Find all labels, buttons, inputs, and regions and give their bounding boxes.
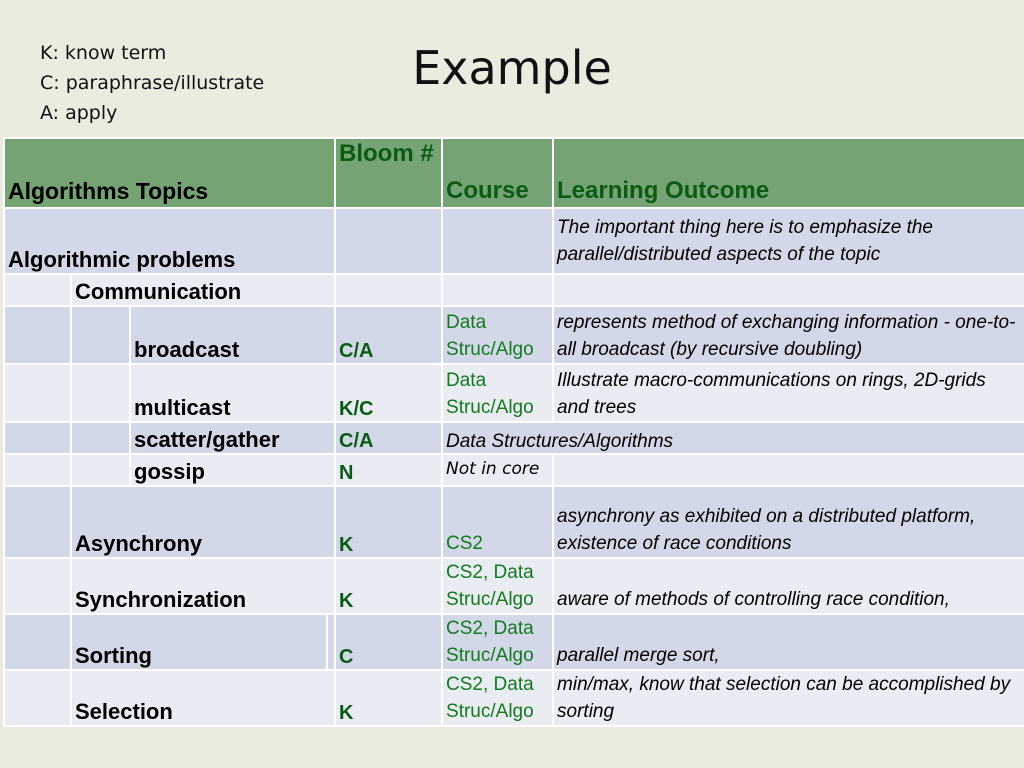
bloom-cell: K bbox=[335, 670, 442, 726]
bloom-cell bbox=[335, 274, 442, 306]
indent-cell bbox=[4, 364, 71, 422]
topic-cell: multicast bbox=[130, 364, 335, 422]
course-cell: CS2, Data Struc/Algo bbox=[442, 614, 553, 670]
indent-cell bbox=[71, 306, 130, 364]
outcome-cell bbox=[553, 274, 1024, 306]
indent-cell bbox=[4, 422, 71, 454]
topic-cell: Algorithmic problems bbox=[4, 208, 335, 274]
outcome-cell: represents method of exchanging information - one-to-all broadcast (by recursive doubling) bbox=[553, 306, 1024, 364]
course-cell: CS2, Data Struc/Algo bbox=[442, 670, 553, 726]
indent-cell bbox=[4, 614, 71, 670]
course-cell: CS2 bbox=[442, 486, 553, 558]
header-bloom: Bloom # bbox=[335, 138, 442, 208]
bloom-cell: N bbox=[335, 454, 442, 486]
table-row bbox=[4, 364, 1024, 422]
indent-cell bbox=[71, 364, 130, 422]
indent-cell bbox=[71, 454, 130, 486]
table-row bbox=[4, 306, 1024, 364]
topic-cell: Asynchrony bbox=[71, 486, 335, 558]
outcome-cell: min/max, know that selection can be accomplished by sorting bbox=[553, 670, 1024, 726]
header-outcome: Learning Outcome bbox=[553, 138, 1024, 208]
topics-table bbox=[3, 137, 1024, 727]
topic-cell: Selection bbox=[71, 670, 335, 726]
table-row bbox=[4, 614, 1024, 670]
course-cell bbox=[442, 274, 553, 306]
table-row bbox=[4, 454, 1024, 486]
course-cell bbox=[442, 208, 553, 274]
indent-cell bbox=[4, 486, 71, 558]
table-row bbox=[4, 274, 1024, 306]
indent-cell bbox=[4, 274, 71, 306]
topic-cell: Synchronization bbox=[71, 558, 335, 614]
table-row bbox=[4, 670, 1024, 726]
outcome-cell: asynchrony as exhibited on a distributed platform, existence of race conditions bbox=[553, 486, 1024, 558]
topic-cell: broadcast bbox=[130, 306, 335, 364]
table-header-row bbox=[4, 138, 1024, 208]
indent-cell bbox=[71, 422, 130, 454]
topic-cell: Sorting bbox=[71, 614, 327, 670]
outcome-cell: Illustrate macro-communications on rings, 2D-grids and trees bbox=[553, 364, 1024, 422]
indent-cell bbox=[4, 670, 71, 726]
outcome-cell: The important thing here is to emphasize the parallel/distributed aspects of the topic bbox=[553, 208, 1024, 274]
bloom-cell: C/A bbox=[335, 306, 442, 364]
indent-cell bbox=[4, 454, 71, 486]
bloom-cell: K bbox=[335, 486, 442, 558]
bloom-cell: C/A bbox=[335, 422, 442, 454]
table-row bbox=[4, 558, 1024, 614]
outcome-cell: parallel merge sort, bbox=[553, 614, 1024, 670]
divider-cell bbox=[327, 614, 335, 670]
bloom-cell bbox=[335, 208, 442, 274]
table-row bbox=[4, 486, 1024, 558]
legend-paraphrase: C: paraphrase/illustrate bbox=[40, 72, 265, 94]
outcome-cell bbox=[553, 454, 1024, 486]
bloom-cell: K bbox=[335, 558, 442, 614]
indent-cell bbox=[4, 306, 71, 364]
table-row bbox=[4, 422, 1024, 454]
topic-cell: scatter/gather bbox=[130, 422, 335, 454]
course-cell: CS2, Data Struc/Algo bbox=[442, 558, 553, 614]
course-cell: Data Struc/Algo bbox=[442, 306, 553, 364]
header-course: Course bbox=[442, 138, 553, 208]
table-row bbox=[4, 208, 1024, 274]
bloom-cell: C bbox=[335, 614, 442, 670]
course-cell: Not in core bbox=[442, 454, 553, 486]
course-cell: Data Structures/Algorithms bbox=[442, 422, 1024, 454]
slide-title: Example bbox=[412, 41, 612, 95]
header-topics: Algorithms Topics bbox=[4, 138, 335, 208]
outcome-cell: aware of methods of controlling race condition, bbox=[553, 558, 1024, 614]
legend-apply: A: apply bbox=[40, 102, 118, 124]
course-cell: Data Struc/Algo bbox=[442, 364, 553, 422]
topic-cell: gossip bbox=[130, 454, 335, 486]
bloom-cell: K/C bbox=[335, 364, 442, 422]
topic-cell: Communication bbox=[71, 274, 335, 306]
indent-cell bbox=[4, 558, 71, 614]
legend-know-term: K: know term bbox=[40, 42, 167, 64]
